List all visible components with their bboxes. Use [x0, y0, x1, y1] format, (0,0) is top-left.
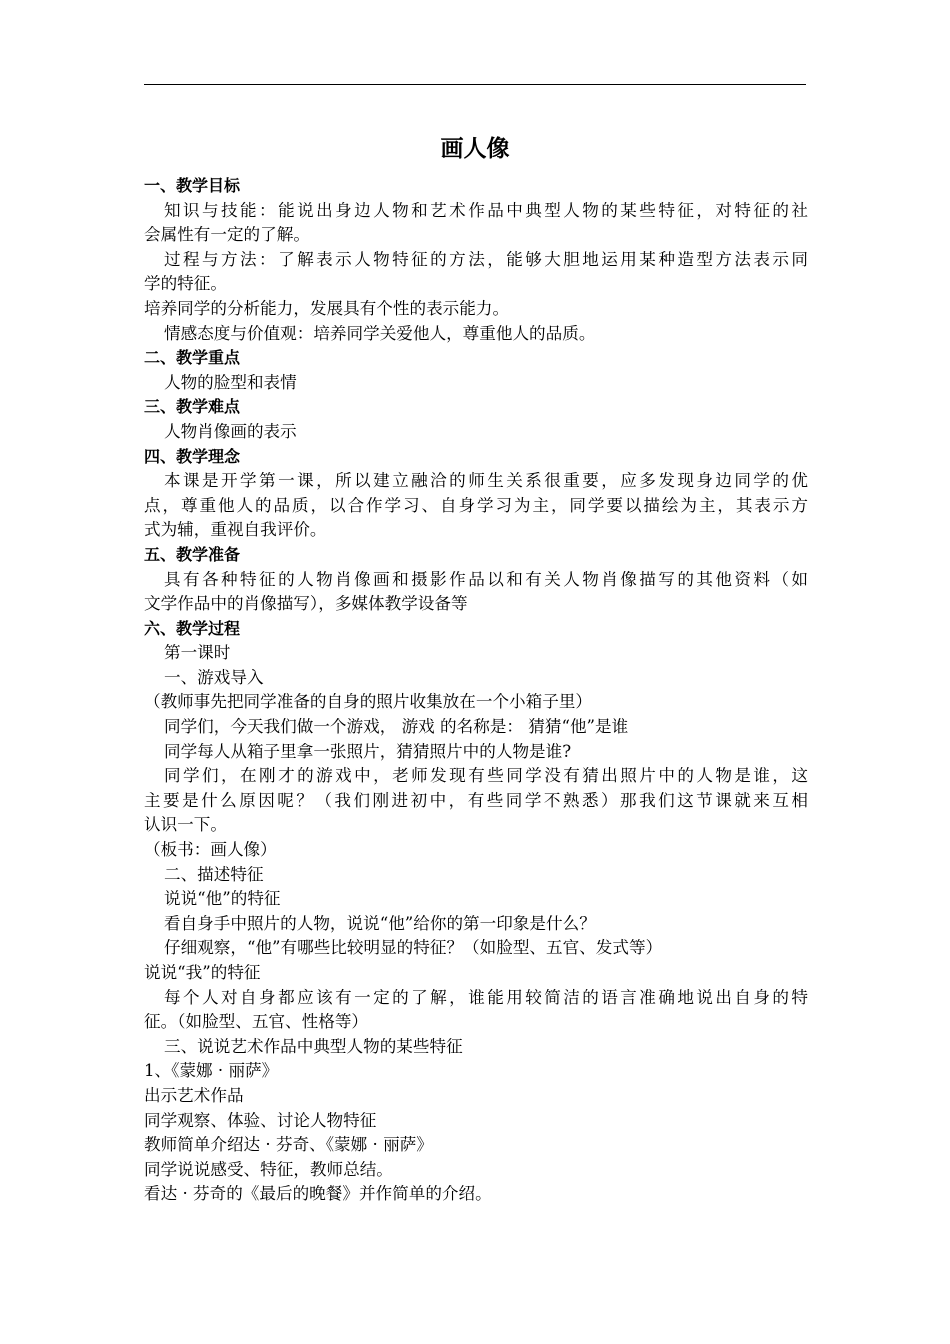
paragraph-line: 点，尊重他人的品质，以合作学习、自身学习为主，同学要以描绘为主，其表示方	[144, 495, 808, 515]
paragraph-line: 人物的脸型和表情	[164, 372, 297, 392]
paragraph-line: 式为辅，重视自我评价。	[144, 520, 327, 540]
paragraph-line: 会属性有一定的了解。	[144, 225, 310, 245]
paragraph-line: （板书：画人像）	[144, 840, 277, 860]
paragraph-line: 仔细观察，“他”有哪些比较明显的特征？（如脸型、五官、发式等）	[164, 938, 663, 958]
paragraph-line: 第一课时	[164, 643, 231, 663]
paragraph-line: 培养同学的分析能力，发展具有个性的表示能力。	[144, 298, 510, 318]
section-heading-preparation: 五、教学准备	[144, 544, 241, 564]
section-heading-objectives: 一、教学目标	[144, 176, 241, 195]
paragraph-line: 同学们，在刚才的游戏中，老师发现有些同学没有猜出照片中的人物是谁，这	[164, 766, 808, 786]
paragraph-line: 同学每人从箱子里拿一张照片，猜猜照片中的人物是谁?	[164, 741, 572, 761]
paragraph-line: 认识一下。	[144, 815, 227, 835]
paragraph-line: 1、《蒙娜 · 丽萨》	[144, 1061, 279, 1081]
paragraph-line: 学的特征。	[144, 274, 227, 294]
section-heading-process: 六、教学过程	[144, 618, 241, 638]
paragraph-line: 一、游戏导入	[164, 667, 264, 687]
paragraph-line: 文学作品中的肖像描写），多媒体教学设备等	[144, 594, 468, 614]
paragraph-line: 具有各种特征的人物肖像画和摄影作品以和有关人物肖像描写的其他资料（如	[164, 569, 808, 589]
paragraph-line: 同学说说感受、特征，教师总结。	[144, 1159, 393, 1179]
paragraph-line: 看自身手中照片的人物，说说“他”给你的第一印象是什么？	[164, 913, 596, 933]
paragraph-line: 说说“我”的特征	[144, 963, 261, 982]
section-heading-philosophy: 四、教学理念	[144, 446, 241, 466]
paragraph-line: 同学们，今天我们做一个游戏， 游戏 的名称是： 猜猜“他”是谁	[164, 717, 629, 737]
paragraph-line: 知识与技能：能说出身边人物和艺术作品中典型人物的某些特征，对特征的社	[164, 200, 808, 220]
paragraph-line: 看达 · 芬奇的《最后的晚餐》并作简单的介绍。	[144, 1184, 492, 1204]
page-title: 画人像	[440, 136, 510, 162]
document-body	[144, 174, 808, 1207]
section-heading-key-points: 二、教学重点	[144, 348, 241, 368]
paragraph-line: 三、说说艺术作品中典型人物的某些特征	[164, 1036, 463, 1056]
paragraph-line: 每个人对自身都应该有一定的了解，谁能用较简洁的语言准确地说出自身的特	[164, 987, 808, 1007]
paragraph-line: 同学观察、体验、讨论人物特征	[144, 1110, 377, 1130]
paragraph-line: 过程与方法：了解表示人物特征的方法，能够大胆地运用某种造型方法表示同	[164, 249, 808, 269]
paragraph-line: 主要是什么原因呢？（我们刚进初中，有些同学不熟悉）那我们这节课就来互相	[144, 790, 808, 810]
paragraph-line: （教师事先把同学准备的自身的照片收集放在一个小箱子里）	[144, 692, 593, 712]
paragraph-line: 说说“他”的特征	[164, 889, 281, 909]
section-heading-difficulties: 三、教学难点	[144, 397, 241, 417]
paragraph-line: 征。（如脸型、五官、性格等）	[144, 1012, 369, 1032]
paragraph-line: 二、描述特征	[164, 864, 264, 884]
paragraph-line: 情感态度与价值观：培养同学关爱他人，尊重他人的品质。	[164, 323, 596, 343]
paragraph-line: 出示艺术作品	[144, 1085, 244, 1105]
header-rule	[144, 84, 806, 85]
paragraph-line: 教师简单介绍达 · 芬奇、《蒙娜 · 丽萨》	[144, 1135, 433, 1155]
paragraph-line: 本课是开学第一课，所以建立融洽的师生关系很重要，应多发现身边同学的优	[164, 471, 808, 491]
paragraph-line: 人物肖像画的表示	[164, 421, 297, 441]
